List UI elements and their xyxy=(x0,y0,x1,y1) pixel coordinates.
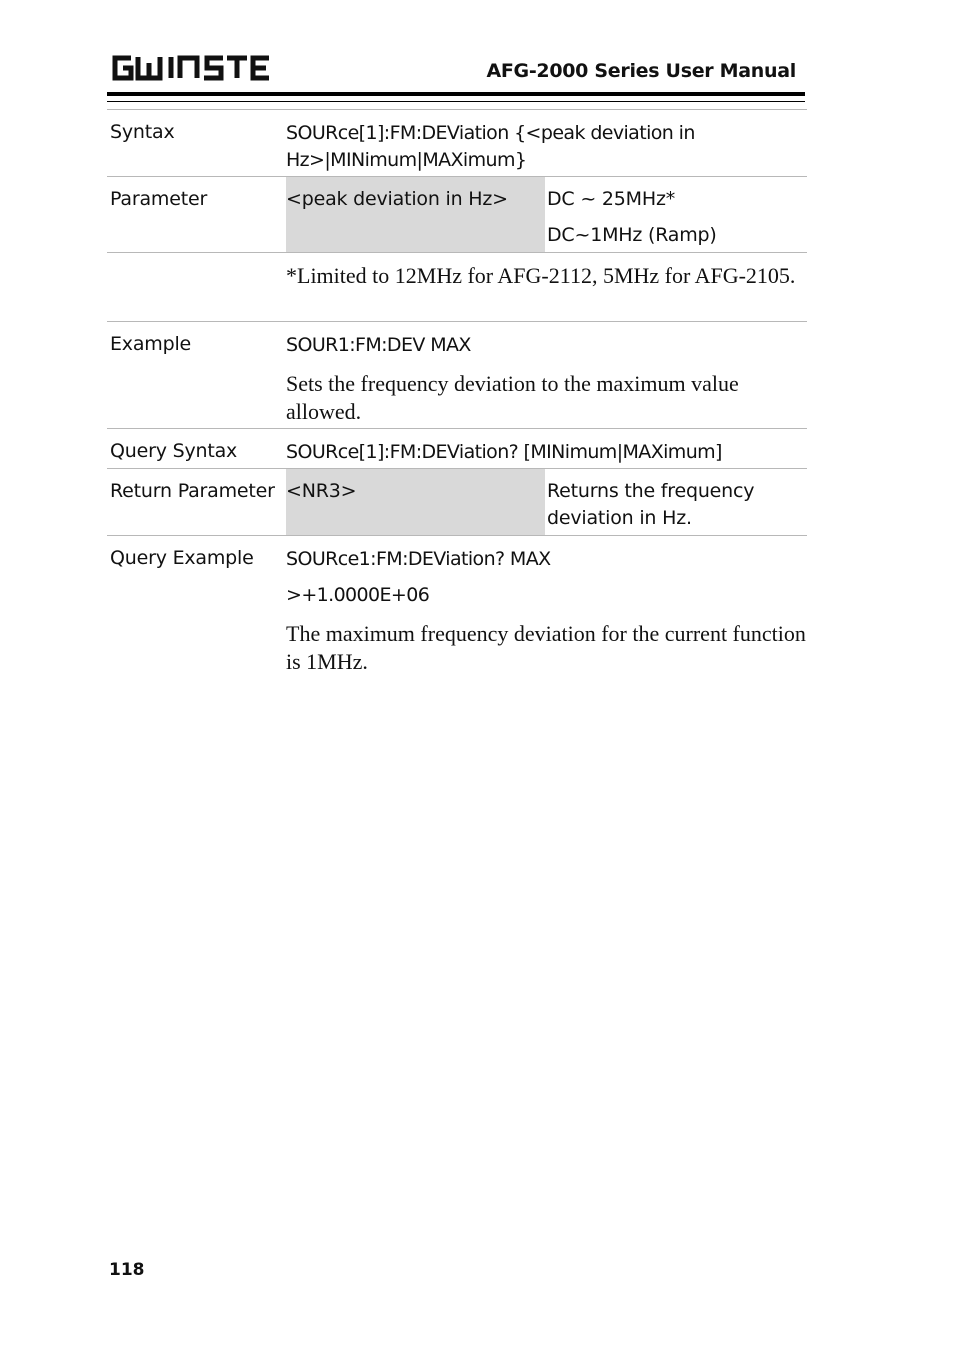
example-command: SOUR1:FM:DEV MAX xyxy=(286,334,471,356)
header-rule-thin xyxy=(107,101,805,102)
row-separator xyxy=(107,535,807,536)
query-syntax-command: SOURce[1]:FM:DEViation? [MINimum|MAXimum] xyxy=(286,441,722,463)
syntax-label: Syntax xyxy=(110,121,175,143)
parameter-range-ramp: DC~1MHz (Ramp) xyxy=(547,224,717,246)
parameter-label: Parameter xyxy=(110,188,208,210)
return-description-line2: deviation in Hz. xyxy=(547,507,692,529)
syntax-command-line1: SOURce[1]:FM:DEViation {<peak deviation in xyxy=(286,122,695,144)
row-separator xyxy=(107,428,807,429)
return-parameter-label: Return Parameter xyxy=(110,480,275,502)
query-example-label: Query Example xyxy=(110,547,254,569)
syntax-command-line2: Hz>|MINimum|MAXimum} xyxy=(286,149,527,171)
return-type-cell xyxy=(286,469,545,535)
return-type: <NR3> xyxy=(286,480,357,502)
parameter-note: *Limited to 12MHz for AFG-2112, 5MHz for AFG-2105. xyxy=(286,263,796,288)
query-example-description: The maximum frequency deviation for the current function is 1MHz. xyxy=(286,621,806,674)
row-separator xyxy=(107,321,807,322)
example-label: Example xyxy=(110,333,192,355)
header-rule xyxy=(107,92,805,96)
query-example-response: >+1.0000E+06 xyxy=(286,584,430,606)
query-syntax-label: Query Syntax xyxy=(110,440,238,462)
manual-title: AFG-2000 Series User Manual xyxy=(486,60,796,82)
query-example-command: SOURce1:FM:DEViation? MAX xyxy=(286,548,551,570)
gw-instek-logo xyxy=(109,53,279,87)
row-separator xyxy=(107,252,807,253)
parameter-name: <peak deviation in Hz> xyxy=(286,188,508,210)
page-number: 118 xyxy=(109,1260,145,1280)
example-description: Sets the frequency deviation to the maximum value allowed. xyxy=(286,371,739,424)
row-separator xyxy=(107,109,807,110)
return-description-line1: Returns the frequency xyxy=(547,480,755,502)
parameter-range: DC ~ 25MHz* xyxy=(547,188,676,210)
